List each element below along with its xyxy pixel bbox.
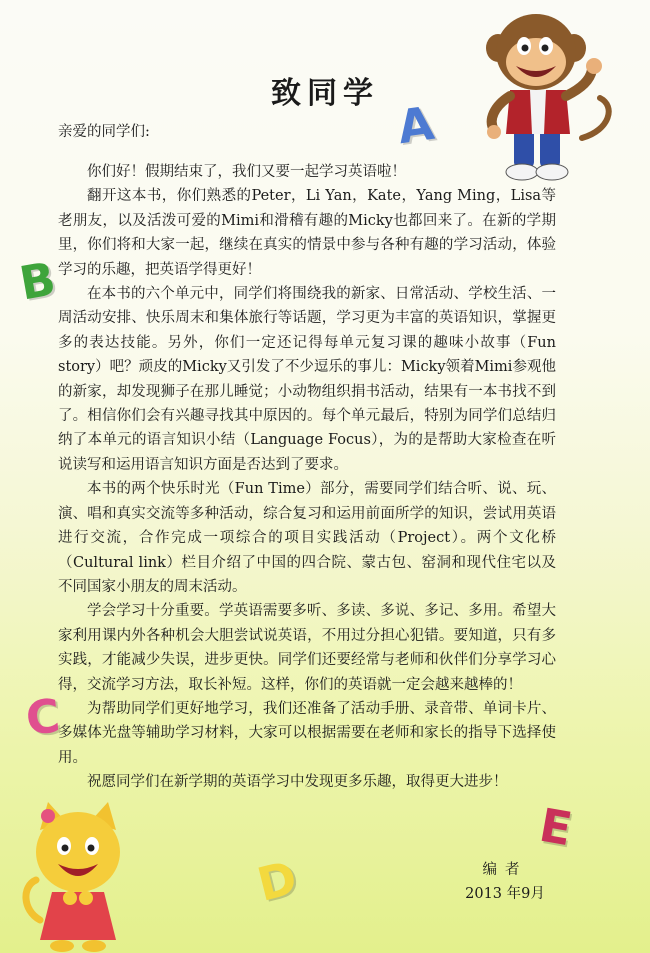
decorative-letter-b: B xyxy=(15,251,60,311)
decorative-letter-c: C xyxy=(23,688,63,746)
cat-mascot-illustration xyxy=(18,800,138,953)
paragraph: 本书的两个快乐时光（Fun Time）部分，需要同学们结合听、说、玩、演、唱和真实交流等多种活动，综合复习和运用前面所学的知识，尝试用英语进行交流，合作完成一项综合的项目实践活动（Project）。两个文化桥（Cultural link）栏目介绍了中国的四合院、蒙古包、窑洞和现代住宅以及不同国家小朋友的周末活动。 xyxy=(58,481,556,595)
salutation: 亲爱的同学们: xyxy=(58,124,150,140)
paragraph: 祝愿同学们在新学期的英语学习中发现更多乐趣，取得更大进步！ xyxy=(87,774,508,791)
paragraph: 在本书的六个单元中，同学们将围绕我的新家、日常活动、学校生活、一周活动安排、快乐周末和集体旅行等话题，学习更为丰富的英语知识，掌握更多的表达技能。另外，你们一定还记得每单元复习课的趣味小故事（Fun story）吧？顽皮的Micky又引发了不少逗乐的事儿：Micky领着Mimi参观他的新家，却发现狮子在那儿睡觉；小动物组织捐书活动，结果有一本书找不到了。相信你们会有兴趣寻找其中原因的。每个单元最后，特别为同学们总结归纳了本单元的语言知识小结（Language Focus），为的是帮助大家检查在听说读写和运用语言知识方面是否达到了要求。 xyxy=(58,286,556,473)
paragraph: 你们好！假期结束了，我们又要一起学习英语啦！ xyxy=(87,164,406,180)
letter-body xyxy=(58,160,556,795)
decorative-letter-a: A xyxy=(394,95,438,155)
decorative-letter-d: D xyxy=(252,850,303,912)
paragraph: 学会学习十分重要。学英语需要多听、多读、多说、多记、多用。希望大家利用课内外各种机会大胆尝试说英语，不用过分担心犯错。要知道，只有多实践，才能减少失误，进步更快。同学们还要经常与老师和伙伴们分享学习心得，交流学习方法，取长补短。这样，你们的英语就一定会越来越棒的！ xyxy=(58,603,556,693)
paragraph: 为帮助同学们更好地学习，我们还准备了活动手册、录音带、单词卡片、多媒体光盘等辅助学习材料，大家可以根据需要在老师和家长的指导下选择使用。 xyxy=(58,700,556,766)
page-title: 致同学 xyxy=(271,76,379,112)
signature-date: 2013 年9月 xyxy=(465,886,545,902)
decorative-letter-e: E xyxy=(535,797,576,857)
paragraph: 翻开这本书，你们熟悉的Peter，Li Yan，Kate，Yang Ming，Lisa等老朋友，以及活泼可爱的Mimi和滑稽有趣的Micky也都回来了。在新的学期里，你们将和大家一起，继续在真实的情景中参与各种有趣的学习活动，体验学习的乐趣，把英语学得更好！ xyxy=(58,188,556,278)
signature-author: 编者 xyxy=(482,862,528,878)
